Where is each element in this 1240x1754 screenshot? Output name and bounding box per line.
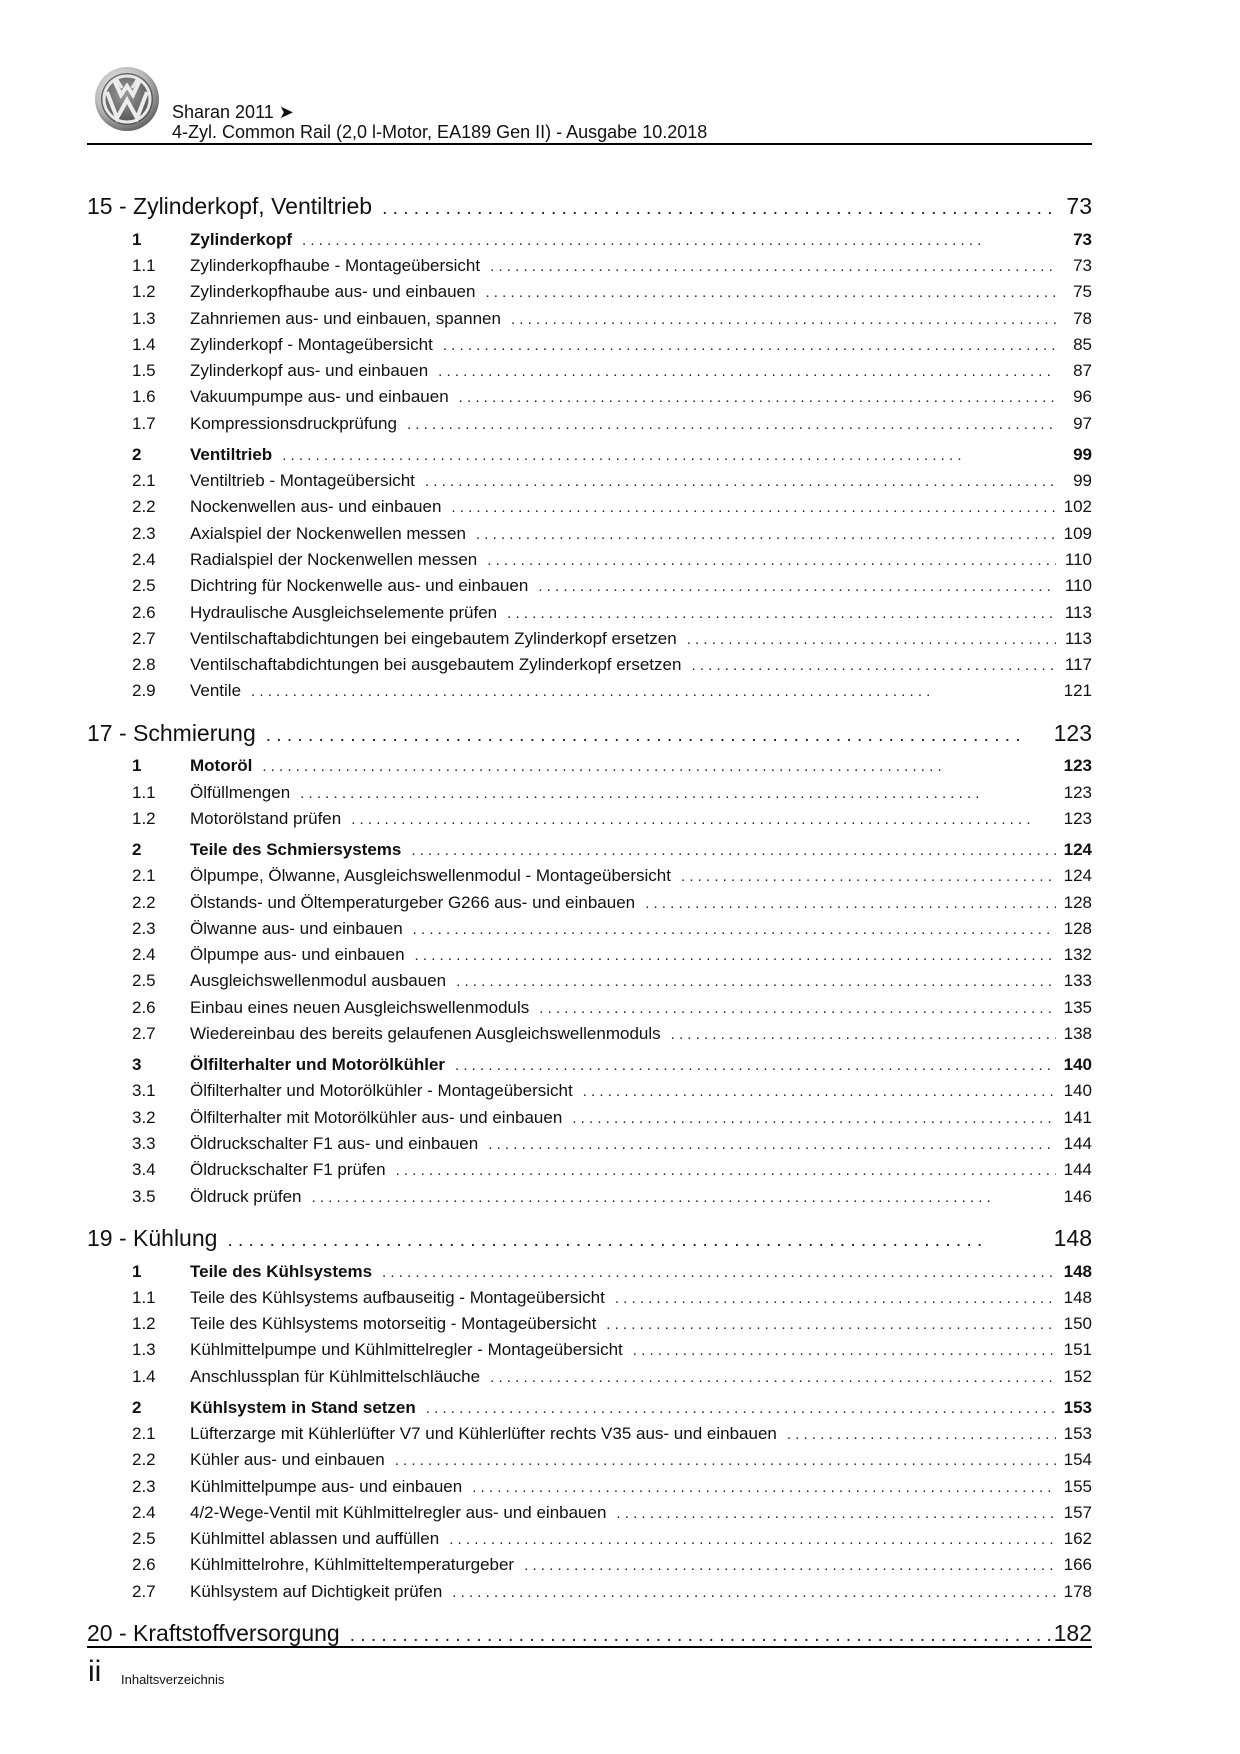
dot-leader (606, 1312, 1056, 1338)
section-title: Kompressionsdruckprüfung (190, 413, 397, 433)
section-page-number: 110 (1064, 576, 1092, 596)
toc-section-heading[interactable] (87, 837, 1092, 863)
chapter-page-number: 73 (1066, 193, 1092, 219)
toc-subsection[interactable] (87, 547, 1092, 573)
section-title: Ventiltrieb (190, 444, 273, 464)
dot-leader (351, 807, 1056, 833)
section-number: 1 (132, 1261, 142, 1281)
toc-chapter[interactable] (87, 1617, 1092, 1649)
dot-leader (411, 838, 1056, 864)
section-title: Kühlsystem auf Dichtigkeit prüfen (190, 1581, 443, 1601)
dot-leader (415, 943, 1056, 969)
section-title: Teile des Schmiersystems (190, 839, 402, 859)
section-number: 1.1 (132, 255, 156, 275)
toc-subsection[interactable] (87, 942, 1092, 968)
section-number: 2.2 (132, 1450, 156, 1470)
section-page-number: 73 (1073, 255, 1092, 275)
page-header (87, 62, 1092, 144)
section-page-number: 123 (1063, 782, 1092, 802)
toc-subsection[interactable] (87, 1474, 1092, 1500)
section-title: Lüfterzarge mit Kühlerlüfter V7 und Kühlerlüfter rechts V35 aus- und einbauen (190, 1423, 777, 1443)
section-page-number: 96 (1073, 387, 1092, 407)
section-title: Zylinderkopf aus- und einbauen (190, 361, 429, 381)
section-title: Ölfüllmengen (190, 782, 291, 802)
section-number: 3.3 (132, 1133, 156, 1153)
section-number: 2.5 (132, 971, 156, 991)
section-title: Teile des Kühlsystems aufbauseitig - Montageübersicht (190, 1287, 605, 1307)
toc-subsection[interactable] (87, 279, 1092, 305)
toc-subsection[interactable] (87, 1447, 1092, 1473)
dot-leader (438, 359, 1056, 385)
section-number: 2 (132, 444, 142, 464)
section-number: 2.1 (132, 1423, 156, 1443)
section-number: 1 (132, 756, 142, 776)
section-page-number: 123 (1063, 809, 1092, 828)
section-page-number: 152 (1063, 1366, 1092, 1386)
section-page-number: 162 (1063, 1529, 1092, 1549)
section-page-number: 144 (1063, 1133, 1092, 1153)
section-title: Öldruckschalter F1 prüfen (190, 1160, 386, 1180)
dot-leader (455, 1053, 1056, 1079)
section-page-number: 99 (1073, 471, 1092, 491)
section-number: 2.3 (132, 523, 156, 543)
section-number: 3.4 (132, 1160, 156, 1180)
dot-leader (449, 1527, 1056, 1553)
dot-leader (539, 996, 1056, 1022)
section-number: 1.7 (132, 413, 156, 433)
section-number: 2.8 (132, 655, 156, 675)
toc-chapter[interactable] (87, 717, 1092, 749)
section-page-number: 121 (1063, 681, 1092, 701)
dot-leader (382, 193, 1052, 225)
toc-subsection[interactable] (87, 1105, 1092, 1131)
dot-leader (395, 1448, 1056, 1474)
dot-leader (524, 1553, 1056, 1579)
toc-subsection[interactable] (87, 626, 1092, 652)
section-title: Einbau eines neuen Ausgleichswellenmoduls (190, 997, 530, 1017)
section-page-number: 153 (1063, 1423, 1092, 1443)
section-page-number: 102 (1063, 497, 1092, 517)
section-page-number: 78 (1073, 308, 1092, 328)
section-page-number: 148 (1063, 1287, 1092, 1307)
toc-subsection[interactable] (87, 1311, 1092, 1337)
section-page-number: 150 (1063, 1314, 1092, 1334)
section-page-number: 109 (1063, 523, 1092, 543)
section-title: Motorölstand prüfen (190, 809, 342, 828)
dot-leader (687, 627, 1056, 653)
section-number: 2.6 (132, 602, 156, 622)
section-number: 1.3 (132, 1340, 156, 1360)
section-page-number: 144 (1063, 1160, 1092, 1180)
section-title: Ventile (190, 681, 242, 701)
toc-subsection[interactable] (87, 863, 1092, 889)
dot-leader (691, 653, 1056, 679)
dot-leader (227, 1225, 1052, 1257)
footer-label: Inhaltsverzeichnis (121, 1672, 225, 1687)
dot-leader (538, 574, 1056, 600)
dot-leader (787, 1422, 1056, 1448)
section-title: Zylinderkopfhaube aus- und einbauen (190, 282, 476, 302)
section-page-number: 132 (1063, 945, 1092, 965)
dot-leader (459, 385, 1056, 411)
dot-leader (616, 1501, 1056, 1527)
toc-subsection[interactable] (87, 1285, 1092, 1311)
section-page-number: 128 (1063, 892, 1092, 912)
toc-subsection[interactable] (87, 916, 1092, 942)
toc-subsection[interactable] (87, 494, 1092, 520)
section-page-number: 133 (1063, 971, 1092, 991)
toc-subsection[interactable] (87, 1552, 1092, 1578)
dot-leader (615, 1286, 1056, 1312)
section-number: 3.1 (132, 1081, 156, 1101)
section-title: Kühlmittelpumpe aus- und einbauen (190, 1476, 463, 1496)
section-title: Anschlussplan für Kühlmittelschläuche (190, 1366, 481, 1386)
dot-leader (443, 333, 1056, 359)
section-title: Öldruck prüfen (190, 1186, 302, 1206)
toc-subsection[interactable] (87, 332, 1092, 358)
toc-subsection[interactable] (87, 1337, 1092, 1363)
section-page-number: 75 (1073, 282, 1092, 302)
dot-leader (407, 412, 1056, 438)
chapter-title: 19 - Kühlung (87, 1224, 218, 1251)
dot-leader (266, 720, 1052, 752)
toc-subsection[interactable] (87, 1021, 1092, 1047)
section-number: 2.3 (132, 918, 156, 938)
dot-leader (456, 969, 1056, 995)
section-title: Kühlmittelrohre, Kühlmitteltemperaturgeber (190, 1555, 515, 1575)
section-page-number: 166 (1063, 1555, 1092, 1575)
section-number: 2.2 (132, 892, 156, 912)
section-title: Ölfilterhalter und Motorölkühler - Montageübersicht (190, 1081, 573, 1101)
section-page-number: 153 (1063, 1397, 1092, 1417)
section-page-number: 117 (1064, 655, 1092, 675)
section-number: 1.2 (132, 1314, 156, 1334)
header-model: Sharan 2011 ➤ (172, 102, 294, 122)
section-number: 2 (132, 839, 142, 859)
toc-subsection[interactable] (87, 968, 1092, 994)
section-number: 3 (132, 1055, 142, 1075)
toc-subsection[interactable] (87, 806, 1092, 832)
toc-subsection[interactable] (87, 253, 1092, 279)
section-page-number: 157 (1063, 1502, 1092, 1522)
section-page-number: 110 (1064, 549, 1092, 569)
chapter-page-number: 182 (1053, 1620, 1092, 1647)
toc-subsection[interactable] (87, 521, 1092, 547)
section-page-number: 151 (1063, 1340, 1092, 1360)
dot-leader (382, 1260, 1056, 1286)
section-page-number: 138 (1063, 1024, 1092, 1044)
section-title: Kühlmittel ablassen und auffüllen (190, 1529, 440, 1549)
section-number: 1.6 (132, 387, 156, 407)
dot-leader (251, 679, 1056, 705)
section-title: Vakuumpumpe aus- und einbauen (190, 387, 449, 407)
section-title: Zahnriemen aus- und einbauen, spannen (190, 308, 501, 328)
dot-leader (452, 1580, 1056, 1606)
dot-leader (487, 548, 1056, 574)
dot-leader (572, 1106, 1056, 1132)
dot-leader (583, 1079, 1056, 1105)
section-number: 2.9 (132, 681, 156, 701)
section-page-number: 97 (1073, 413, 1092, 433)
toc-subsection[interactable] (87, 1131, 1092, 1157)
chapter-title: 17 - Schmierung (87, 719, 256, 746)
toc-subsection[interactable] (87, 306, 1092, 332)
section-number: 2.7 (132, 1581, 156, 1601)
section-number: 1.5 (132, 361, 156, 381)
chapter-page-number: 123 (1053, 719, 1092, 746)
section-title: Öldruckschalter F1 aus- und einbauen (190, 1133, 479, 1153)
dot-leader (490, 1365, 1056, 1391)
section-page-number: 140 (1063, 1081, 1092, 1101)
section-title: Ölfilterhalter und Motorölkühler (190, 1055, 446, 1075)
section-title: Wiedereinbau des bereits gelaufenen Ausgleichswellenmoduls (190, 1024, 661, 1044)
section-title: Kühler aus- und einbauen (190, 1450, 385, 1470)
toc-subsection[interactable] (87, 1421, 1092, 1447)
section-page-number: 154 (1063, 1450, 1092, 1470)
section-page-number: 146 (1063, 1186, 1092, 1206)
section-number: 1.1 (132, 1287, 156, 1307)
section-page-number: 87 (1073, 361, 1092, 381)
toc-section-heading[interactable] (87, 1052, 1092, 1078)
section-page-number: 85 (1073, 334, 1092, 354)
toc-subsection[interactable] (87, 411, 1092, 437)
section-title: Zylinderkopfhaube - Montageübersicht (190, 255, 481, 275)
section-number: 1.4 (132, 334, 156, 354)
dot-leader (490, 254, 1056, 280)
section-title: Zylinderkopf - Montageübersicht (190, 334, 433, 354)
dot-leader (425, 469, 1056, 495)
section-title: Teile des Kühlsystems motorseitig - Montageübersicht (190, 1314, 597, 1334)
section-page-number: 155 (1063, 1476, 1092, 1496)
section-number: 2.6 (132, 1555, 156, 1575)
toc-section-heading[interactable] (87, 442, 1092, 468)
table-of-contents (87, 190, 1092, 1649)
dot-leader (413, 917, 1056, 943)
chapter-title: 15 - Zylinderkopf, Ventiltrieb (87, 193, 373, 219)
toc-subsection[interactable] (87, 1579, 1092, 1605)
dot-leader (426, 1396, 1056, 1422)
section-number: 1.1 (132, 782, 156, 802)
section-number: 2.4 (132, 1502, 156, 1522)
dot-leader (472, 1475, 1056, 1501)
section-page-number: 128 (1063, 918, 1092, 938)
section-title: Radialspiel der Nockenwellen messen (190, 549, 478, 569)
toc-section-heading[interactable] (87, 227, 1092, 253)
section-number: 2.6 (132, 997, 156, 1017)
section-title: Ventilschaftabdichtungen bei eingebautem Zylinderkopf ersetzen (190, 628, 677, 648)
section-title: Zylinderkopf (190, 229, 293, 249)
section-title: Ölwanne aus- und einbauen (190, 918, 403, 938)
toc-subsection[interactable] (87, 652, 1092, 678)
section-page-number: 148 (1063, 1261, 1092, 1281)
section-number: 1.2 (132, 282, 156, 302)
section-number: 2.4 (132, 549, 156, 569)
toc-subsection[interactable] (87, 600, 1092, 626)
section-title: Ölstands- und Öltemperaturgeber G266 aus- und einbauen (190, 892, 636, 912)
section-title: Ölfilterhalter mit Motorölkühler aus- und einbauen (190, 1107, 563, 1127)
section-number: 2.5 (132, 576, 156, 596)
toc-subsection[interactable] (87, 890, 1092, 916)
section-page-number: 124 (1063, 839, 1092, 859)
toc-subsection[interactable] (87, 468, 1092, 494)
section-number: 2.7 (132, 1024, 156, 1044)
toc-subsection[interactable] (87, 678, 1092, 704)
dot-leader (451, 495, 1056, 521)
dot-leader (488, 1132, 1056, 1158)
section-number: 2 (132, 1397, 142, 1417)
section-number: 2.3 (132, 1476, 156, 1496)
section-page-number: 113 (1064, 628, 1092, 648)
toc-subsection[interactable] (87, 1500, 1092, 1526)
toc-subsection[interactable] (87, 780, 1092, 806)
section-title: Teile des Kühlsystems (190, 1261, 373, 1281)
section-title: Ölpumpe aus- und einbauen (190, 945, 405, 965)
header-subtitle: 4-Zyl. Common Rail (2,0 l-Motor, EA189 Gen II) - Ausgabe 10.2018 (172, 122, 708, 142)
dot-leader (633, 1338, 1056, 1364)
chapter-page-number: 148 (1053, 1224, 1092, 1251)
section-title: Ventiltrieb - Montageübersicht (190, 471, 415, 491)
toc-subsection[interactable] (87, 1526, 1092, 1552)
toc-chapter[interactable] (87, 190, 1092, 222)
dot-leader (476, 522, 1056, 548)
dot-leader (300, 781, 1056, 807)
section-title: Dichtring für Nockenwelle aus- und einbauen (190, 576, 529, 596)
section-title: Nockenwellen aus- und einbauen (190, 497, 442, 517)
dot-leader (511, 307, 1056, 333)
toc-chapter[interactable] (87, 1222, 1092, 1254)
section-number: 2.1 (132, 471, 156, 491)
section-title: Ventilschaftabdichtungen bei ausgebautem Zylinderkopf ersetzen (190, 655, 682, 675)
section-number: 2.5 (132, 1529, 156, 1549)
header-rule (87, 143, 1092, 145)
section-title: Axialspiel der Nockenwellen messen (190, 523, 466, 543)
section-page-number: 124 (1063, 866, 1092, 886)
toc-subsection[interactable] (87, 358, 1092, 384)
section-title: Motoröl (190, 756, 253, 776)
toc-subsection[interactable] (87, 1364, 1092, 1390)
section-title: Hydraulische Ausgleichselemente prüfen (190, 602, 498, 622)
section-page-number: 140 (1063, 1055, 1092, 1075)
section-number: 3.5 (132, 1186, 156, 1206)
section-number: 1.3 (132, 308, 156, 328)
section-number: 1 (132, 229, 142, 249)
dot-leader (282, 443, 1056, 469)
dot-leader (312, 1185, 1057, 1211)
section-page-number: 113 (1064, 602, 1092, 622)
section-title: 4/2-Wege-Ventil mit Kühlmittelregler aus- und einbauen (190, 1502, 607, 1522)
footer-page-number: ii (88, 1655, 102, 1688)
toc-subsection[interactable] (87, 1078, 1092, 1104)
section-page-number: 135 (1063, 997, 1092, 1017)
dot-leader (671, 1022, 1056, 1048)
dot-leader (262, 754, 1056, 780)
section-number: 3.2 (132, 1107, 156, 1127)
dot-leader (485, 280, 1056, 306)
section-number: 1.4 (132, 1366, 156, 1386)
section-number: 2.7 (132, 628, 156, 648)
section-number: 2.4 (132, 945, 156, 965)
section-number: 1.2 (132, 809, 156, 828)
section-title: Kühlsystem in Stand setzen (190, 1397, 416, 1417)
section-page-number: 141 (1063, 1107, 1092, 1127)
toc-subsection[interactable] (87, 1157, 1092, 1183)
dot-leader (645, 891, 1056, 917)
section-title: Ölpumpe, Ölwanne, Ausgleichswellenmodul - Montageübersicht (190, 866, 671, 886)
toc-section-heading[interactable] (87, 1259, 1092, 1285)
footer-rule (87, 1646, 1092, 1648)
section-page-number: 99 (1073, 444, 1092, 464)
dot-leader (396, 1158, 1056, 1184)
section-number: 2.1 (132, 866, 156, 886)
toc-subsection[interactable] (87, 573, 1092, 599)
toc-subsection[interactable] (87, 384, 1092, 410)
section-page-number: 178 (1063, 1581, 1092, 1601)
toc-subsection[interactable] (87, 995, 1092, 1021)
toc-section-heading[interactable] (87, 753, 1092, 779)
section-page-number: 73 (1073, 229, 1092, 249)
dot-leader (507, 601, 1056, 627)
toc-subsection[interactable] (87, 1184, 1092, 1210)
section-title: Kühlmittelpumpe und Kühlmittelregler - Montageübersicht (190, 1340, 623, 1360)
volkswagen-logo-icon (94, 66, 160, 132)
section-page-number: 123 (1063, 756, 1092, 776)
chapter-title: 20 - Kraftstoffversorgung (87, 1620, 340, 1647)
dot-leader (302, 228, 1056, 254)
dot-leader (681, 864, 1056, 890)
section-number: 2.2 (132, 497, 156, 517)
toc-section-heading[interactable] (87, 1395, 1092, 1421)
section-title: Ausgleichswellenmodul ausbauen (190, 971, 447, 991)
